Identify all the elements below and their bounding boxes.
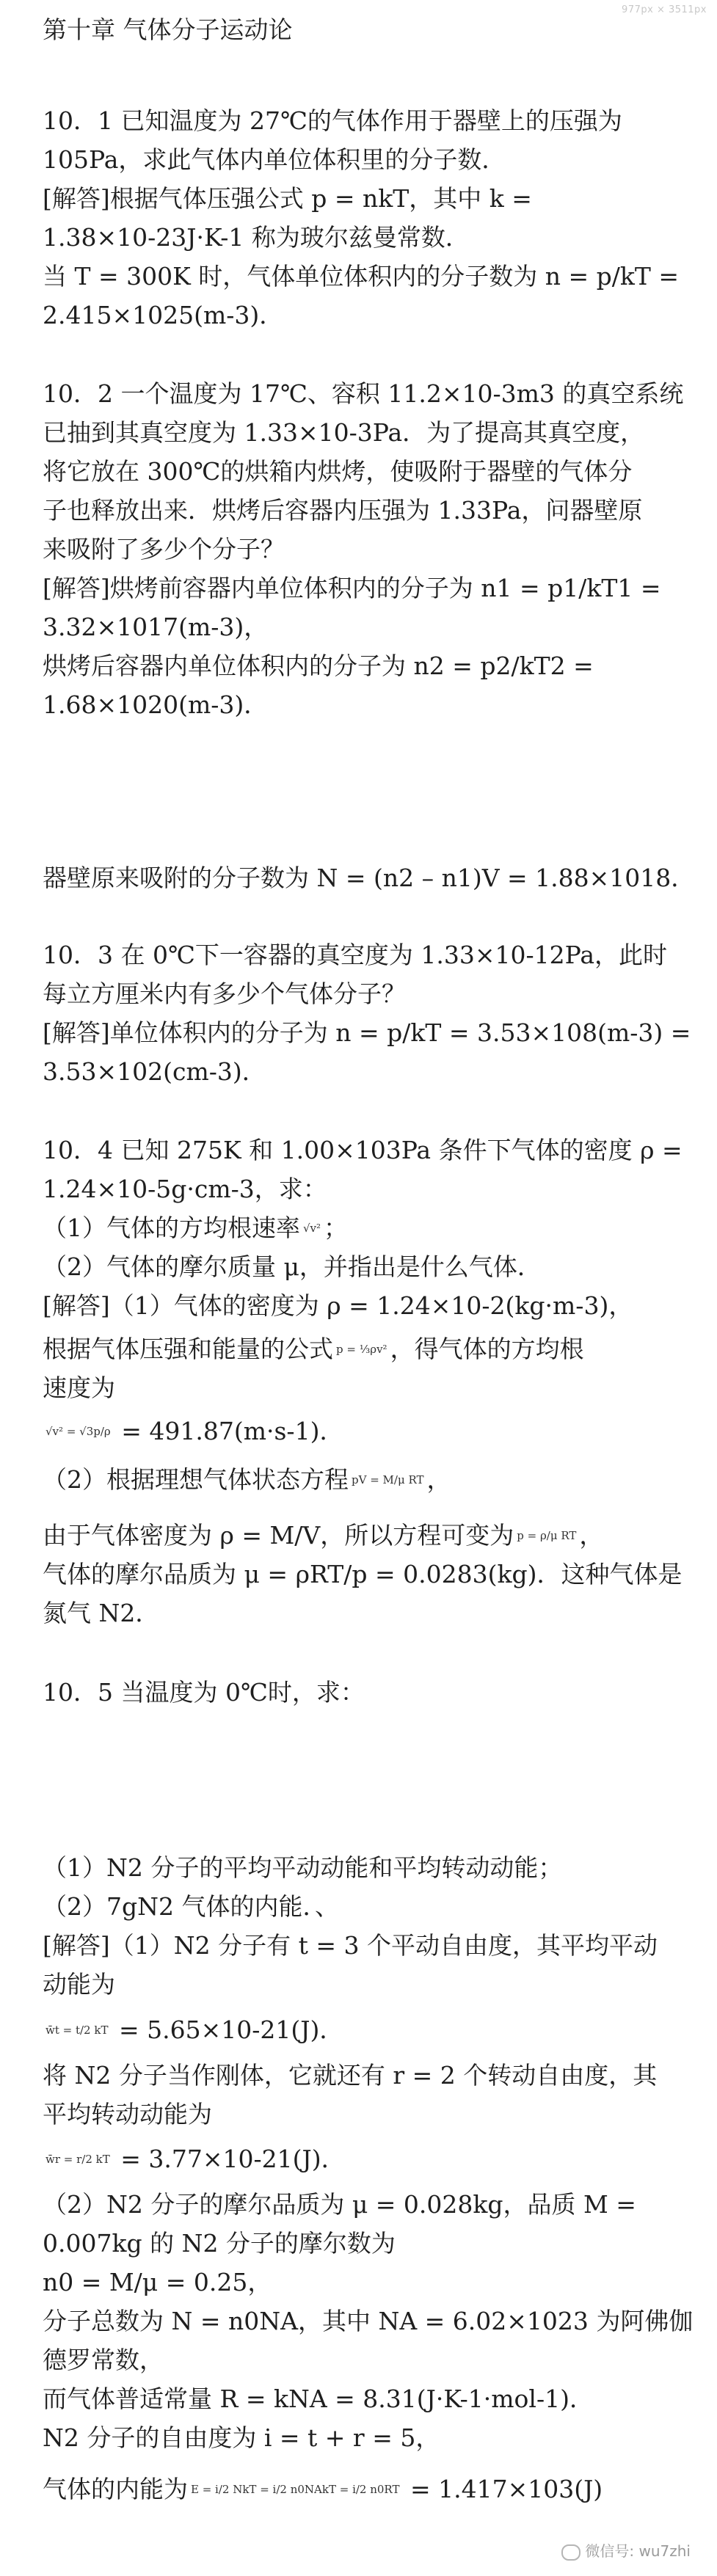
- p1-line-6: 2.415×1025(m-3)．: [43, 301, 284, 329]
- p4-line-2: 1.24×10-5g·cm-3，求：: [43, 1175, 327, 1203]
- p2-line-2: 已抽到其真空度为 1.33×10-3Pa．为了提高其真空度，: [43, 418, 645, 447]
- p2-line-9: 1.68×1020(m-3)．: [43, 690, 269, 719]
- p5-line-8: [43, 2139, 346, 2179]
- rms-formula: √v² = √3p/ρ: [46, 1425, 111, 1438]
- p2-line-3: 将它放在 300℃的烘箱内烘烤，使吸附于器壁的气体分: [43, 457, 633, 486]
- energy-formula: E = i/2 NkT = i/2 n0NAkT = i/2 n0RT: [191, 2483, 400, 2496]
- p4-q1-semicolon: ；: [324, 1214, 349, 1242]
- p4-line-7: 速度为: [43, 1373, 115, 1402]
- p4-formula-post: ，得气体的方均根: [390, 1335, 584, 1363]
- p2-line-5: 来吸附了多少个分子？: [43, 535, 285, 563]
- p4-line-9: [43, 1460, 451, 1500]
- p5-line-5: [43, 2010, 343, 2050]
- p5-line-4: 动能为: [43, 1970, 115, 1999]
- wt-value: = 5.65×10-21(J)．: [111, 2015, 344, 2044]
- p4-line-6: [43, 1329, 584, 1369]
- density-formula: p = ρ/μ RT: [517, 1529, 577, 1542]
- p4-eq-label: （2）根据理想气体状态方程: [43, 1465, 349, 1494]
- p1-line-3: [解答]根据气体压强公式 p = nkT，其中 k =: [43, 184, 532, 213]
- watermark-text: 微信号: wu7zhi: [585, 2542, 691, 2560]
- p2-line-7: 3.32×1017(m-3)，: [43, 613, 269, 641]
- p4-density-pre: 由于气体密度为 ρ = M/V，所以方程可变为: [43, 1521, 514, 1550]
- wechat-watermark: [561, 2539, 691, 2561]
- wr-formula: w̄r = r/2 kT: [46, 2153, 110, 2166]
- p5-line-12: 分子总数为 N = n0NA，其中 NA = 6.02×1023 为阿佛伽: [43, 2307, 694, 2335]
- p5-line-14: 而气体普适常量 R = kNA = 8.31(J·K-1·mol-1)．: [43, 2385, 594, 2413]
- energy-pre: 气体的内能为: [43, 2475, 188, 2503]
- p5-title: 10．5 当温度为 0℃时，求：: [43, 1678, 365, 1707]
- p5-line-15: N2 分子的自由度为 i = t + r = 5，: [43, 2423, 440, 2452]
- p4-line-8: [43, 1412, 343, 1451]
- p3-line-2: 每立方厘米内有多少个气体分子？: [43, 979, 406, 1008]
- p5-line-13: 德罗常数，: [43, 2346, 164, 2374]
- p4-line-5: [解答]（1）气体的密度为 ρ = 1.24×10-2(kg·m-3)，: [43, 1291, 633, 1320]
- p2-line-8: 烘烤后容器内单位体积内的分子为 n2 = p2/kT2 =: [43, 652, 594, 680]
- p4-line-10: [43, 1516, 603, 1555]
- p1-line-5: 当 T = 300K 时，气体单位体积内的分子数为 n = p/kT =: [43, 262, 680, 291]
- p2-line-4: 子也释放出来．烘烤后容器内压强为 1.33Pa，问器壁原: [43, 496, 643, 525]
- p5-line-7: 平均转动动能为: [43, 2100, 212, 2128]
- p4-line-1: 10．4 已知 275K 和 1.00×103Pa 条件下气体的密度 ρ =: [43, 1136, 683, 1164]
- p5-line-2: （2）7gN2 气体的内能．、: [43, 1892, 339, 1921]
- p5-line-11: n0 = M/μ = 0.25，: [43, 2268, 272, 2296]
- p4-line-4: （2）气体的摩尔质量 μ，并指出是什么气体．: [43, 1252, 542, 1281]
- p3-line-3: [解答]单位体积内的分子为 n = p/kT = 3.53×108(m-3) =: [43, 1018, 691, 1047]
- p4-density-comma: ，: [579, 1521, 604, 1550]
- wt-formula: w̄t = t/2 kT: [46, 2024, 109, 2037]
- p5-line-3: [解答]（1）N2 分子有 t = 3 个平动自由度，其平均平动: [43, 1931, 658, 1960]
- p2-line-6: [解答]烘烤前容器内单位体积内的分子为 n1 = p1/kT1 =: [43, 574, 661, 602]
- p5-line-10: 0.007kg 的 N2 分子的摩尔数为: [43, 2229, 396, 2258]
- p1-line-1: 10．1 已知温度为 27℃的气体作用于器壁上的压强为: [43, 106, 622, 135]
- p3-line-4: 3.53×102(cm-3)．: [43, 1057, 266, 1086]
- rms-value: = 491.87(m·s-1)．: [113, 1417, 344, 1445]
- p2-result: 器壁原来吸附的分子数为 N = (n2 – n1)V = 1.88×1018．: [43, 864, 696, 892]
- p4-formula-pre: 根据气体压强和能量的公式: [43, 1335, 333, 1363]
- rms-velocity-symbol: √v²: [303, 1222, 321, 1235]
- p4-q1-text: （1）气体的方均根速率: [43, 1214, 300, 1242]
- p4-eq-comma: ，: [426, 1465, 451, 1494]
- p5-line-16: [43, 2470, 603, 2509]
- p5-line-6: 将 N2 分子当作刚体，它就还有 r = 2 个转动自由度，其: [43, 2061, 658, 2090]
- image-size-tag: 977px × 3511px: [622, 4, 707, 15]
- wechat-icon: [561, 2544, 580, 2561]
- p2-line-1: 10．2 一个温度为 17℃、容积 11.2×10-3m3 的真空系统: [43, 379, 684, 408]
- ideal-gas-formula: pV = M/μ RT: [352, 1473, 424, 1486]
- p1-line-2: 105Pa，求此气体内单位体积里的分子数．: [43, 145, 506, 174]
- energy-value: = 1.417×103(J): [402, 2475, 603, 2503]
- p1-line-4: 1.38×10-23J·K-1 称为玻尔兹曼常数．: [43, 223, 470, 252]
- p4-line-3: [43, 1208, 348, 1248]
- p4-line-11: 气体的摩尔品质为 μ = ρRT/p = 0.0283(kg)．这种气体是: [43, 1560, 683, 1588]
- wr-value: = 3.77×10-21(J)．: [112, 2145, 346, 2173]
- chapter-title: 第十章 气体分子运动论: [43, 15, 293, 44]
- p5-line-1: （1）N2 分子的平均平动动能和平均转动动能；: [43, 1853, 563, 1882]
- p3-line-1: 10．3 在 0℃下一容器的真空度为 1.33×10-12Pa，此时: [43, 941, 668, 969]
- p4-line-12: 氮气 N2．: [43, 1599, 160, 1627]
- p5-line-9: （2）N2 分子的摩尔品质为 μ = 0.028kg，品质 M =: [43, 2190, 636, 2219]
- pressure-formula: p = ⅓ρv²: [336, 1343, 387, 1356]
